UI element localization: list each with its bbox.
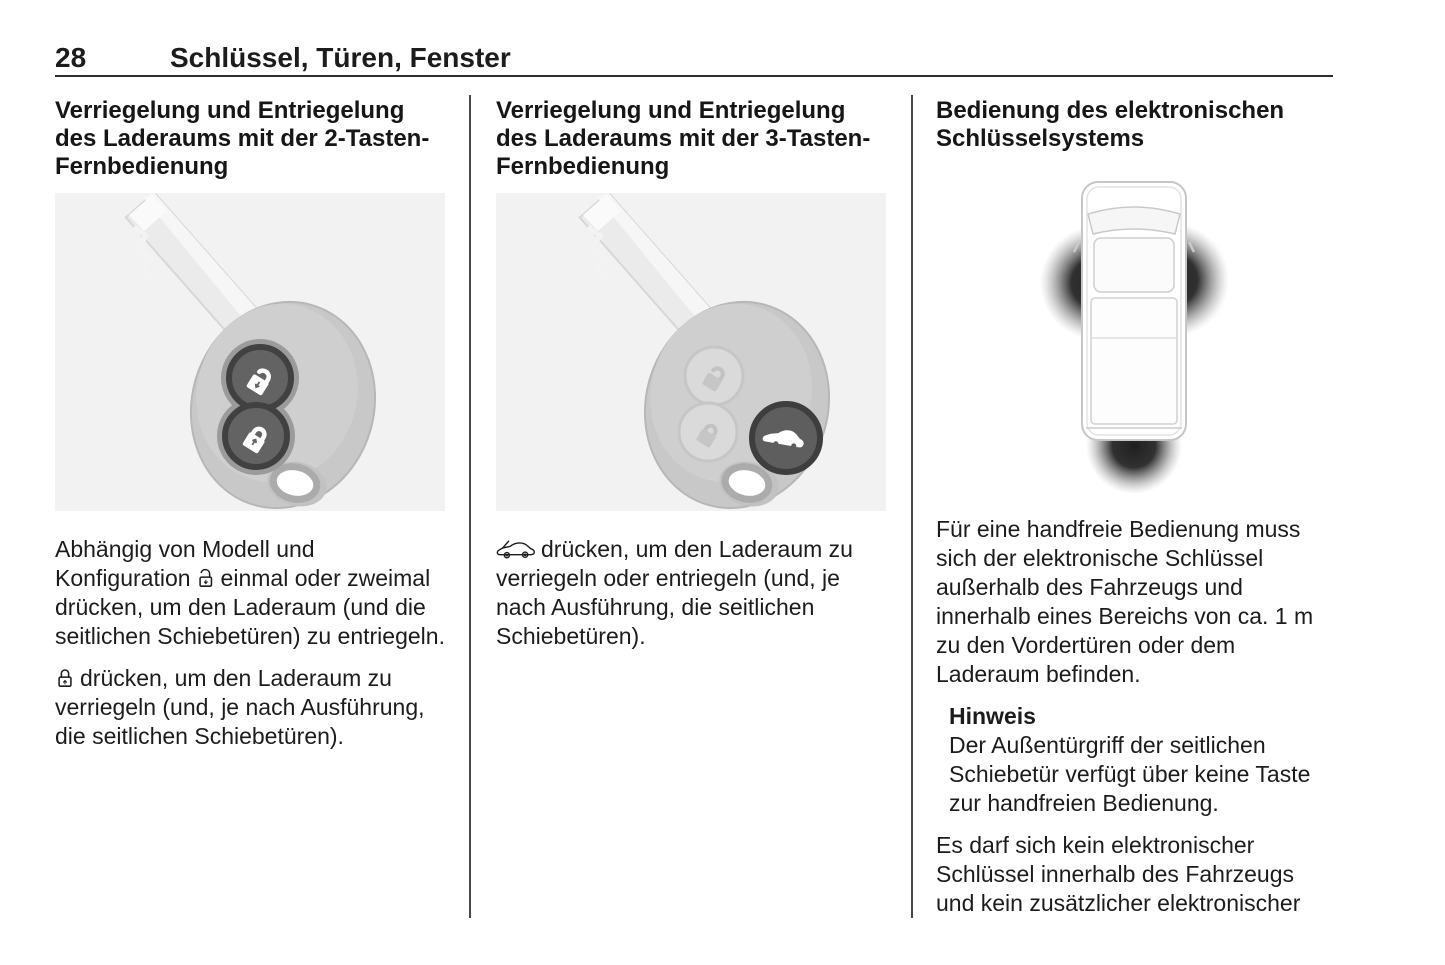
paragraph-handsfree-range: Für eine handfreie Bedienung muss sich der elektronische Schlüssel außerhalb des Fahrzeugs und innerhalb eines Bereichs von ca. 1 m zu den Vordertüren oder dem Laderaum befinden. (936, 516, 1314, 687)
column-divider-1 (469, 95, 471, 918)
paragraph-lock-instructions (55, 664, 445, 751)
section-heading: Bedienung des elektronischen Schlüsselsystems (936, 97, 1285, 152)
header-rule (55, 75, 1333, 77)
column-divider-2 (911, 95, 913, 918)
paragraph-unlock-instructions (55, 535, 445, 651)
section-heading: Verriegelung und Entriegelung des Laderaums mit der 2-Tasten-Fernbedienung (55, 97, 430, 180)
page-number: 28 (55, 42, 87, 73)
unlock-icon (196, 566, 216, 590)
note-text: Der Außentürgriff der seitlichen Schiebetür verfügt über keine Taste zur handfreien Bedienung. (949, 732, 1311, 816)
chapter-title: Schlüssel, Türen, Fenster (170, 42, 511, 73)
note-block (949, 702, 1331, 818)
three-button-remote-key-illustration (496, 193, 886, 511)
column-3-button-remote (496, 97, 886, 664)
van-detection-zones-figure (936, 170, 1331, 495)
two-button-remote-key-illustration (55, 193, 445, 511)
text-run: drücken, um den Laderaum zu verriegeln (und, je nach Ausführung, die seitlichen Schiebetüren). (55, 665, 425, 749)
section-heading: Verriegelung und Entriegelung des Laderaums mit der 3-Tasten-Fernbedienung (496, 97, 871, 180)
text-run: Abhängig von Modell und Konfiguration (55, 536, 315, 591)
column-2-button-remote (55, 97, 445, 764)
note-label: Hinweis (949, 703, 1036, 729)
text-run: drücken, um den Laderaum zu verriegeln oder entriegeln (und, je nach Ausführung, die seitlichen Schiebetüren). (496, 536, 853, 649)
three-button-remote-key-figure (496, 193, 886, 511)
van-cargo-roof (1091, 298, 1177, 424)
text-run: einmal oder zweimal drücken, um den Laderaum (und die seitlichen Schiebetüren) zu entriegeln. (55, 565, 445, 649)
lock-icon (55, 666, 75, 690)
tailgate-icon (496, 538, 536, 561)
van-cab-roof (1094, 238, 1174, 292)
paragraph-no-key-inside: Es darf sich kein elektronischer Schlüssel innerhalb des Fahrzeugs und kein zusätzlicher elektronischer (936, 832, 1301, 916)
two-button-remote-key-figure (55, 193, 445, 511)
column-electronic-key-system (936, 97, 1331, 931)
van-top-view-illustration (936, 170, 1331, 495)
paragraph-tailgate-instructions (496, 535, 886, 651)
